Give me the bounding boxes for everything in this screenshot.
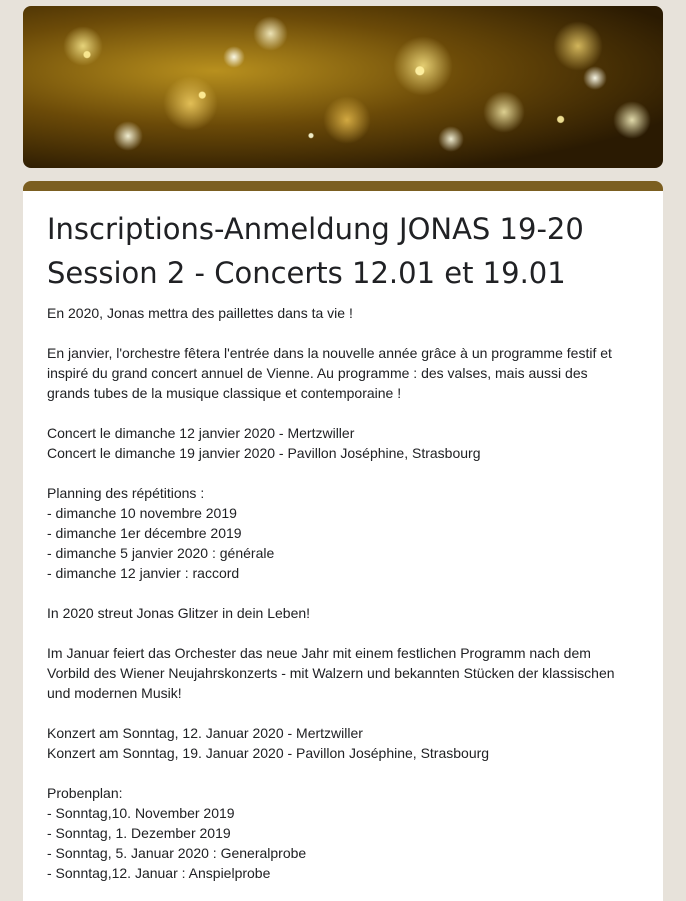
description-line: Planning des répétitions :: [47, 485, 205, 501]
description-line: - dimanche 1er décembre 2019: [47, 525, 242, 541]
description-line: [47, 623, 639, 643]
description-line: Probenplan:: [47, 785, 123, 801]
description-line: En janvier, l'orchestre fêtera l'entrée dans la nouvelle année grâce à un programme festif et: [47, 345, 612, 361]
card-accent-bar: [23, 181, 663, 191]
description-line: En 2020, Jonas mettra des paillettes dans ta vie !: [47, 305, 353, 321]
form-description: [47, 303, 639, 883]
description-line: [47, 583, 639, 603]
description-line: [47, 323, 639, 343]
form-title-line: Session 2 - Concerts 12.01 et 19.01: [47, 256, 566, 290]
description-line: Vorbild des Wiener Neujahrskonzerts - mit Walzern und bekannten Stücken der klassischen: [47, 665, 615, 681]
description-line: Concert le dimanche 19 janvier 2020 - Pavillon Joséphine, Strasbourg: [47, 445, 481, 461]
description-line: - Sonntag, 1. Dezember 2019: [47, 825, 231, 841]
description-line: - Sonntag, 5. Januar 2020 : Generalprobe: [47, 845, 307, 861]
description-line: In 2020 streut Jonas Glitzer in dein Leben!: [47, 605, 311, 621]
description-line: - Sonntag,12. Januar : Anspielprobe: [47, 865, 271, 881]
description-line: inspiré du grand concert annuel de Vienne. Au programme : des valses, mais aussi des: [47, 365, 588, 381]
form-header-card: [23, 181, 663, 901]
description-line: Konzert am Sonntag, 12. Januar 2020 - Mertzwiller: [47, 725, 363, 741]
form-title-line: Inscriptions-Anmeldung JONAS 19-20: [47, 212, 584, 246]
form-title: [47, 207, 639, 295]
description-line: und modernen Musik!: [47, 685, 182, 701]
description-line: grands tubes de la musique classique et contemporaine !: [47, 385, 402, 401]
header-banner-image: [23, 6, 663, 168]
description-line: - dimanche 5 janvier 2020 : générale: [47, 545, 275, 561]
description-line: - Sonntag,10. November 2019: [47, 805, 235, 821]
description-line: Konzert am Sonntag, 19. Januar 2020 - Pavillon Joséphine, Strasbourg: [47, 745, 490, 761]
description-line: [47, 703, 639, 723]
description-line: Im Januar feiert das Orchester das neue Jahr mit einem festlichen Programm nach dem: [47, 645, 591, 661]
description-line: [47, 763, 639, 783]
description-line: [47, 403, 639, 423]
description-line: Concert le dimanche 12 janvier 2020 - Mertzwiller: [47, 425, 355, 441]
description-line: - dimanche 10 novembre 2019: [47, 505, 237, 521]
description-line: - dimanche 12 janvier : raccord: [47, 565, 240, 581]
description-line: [47, 463, 639, 483]
